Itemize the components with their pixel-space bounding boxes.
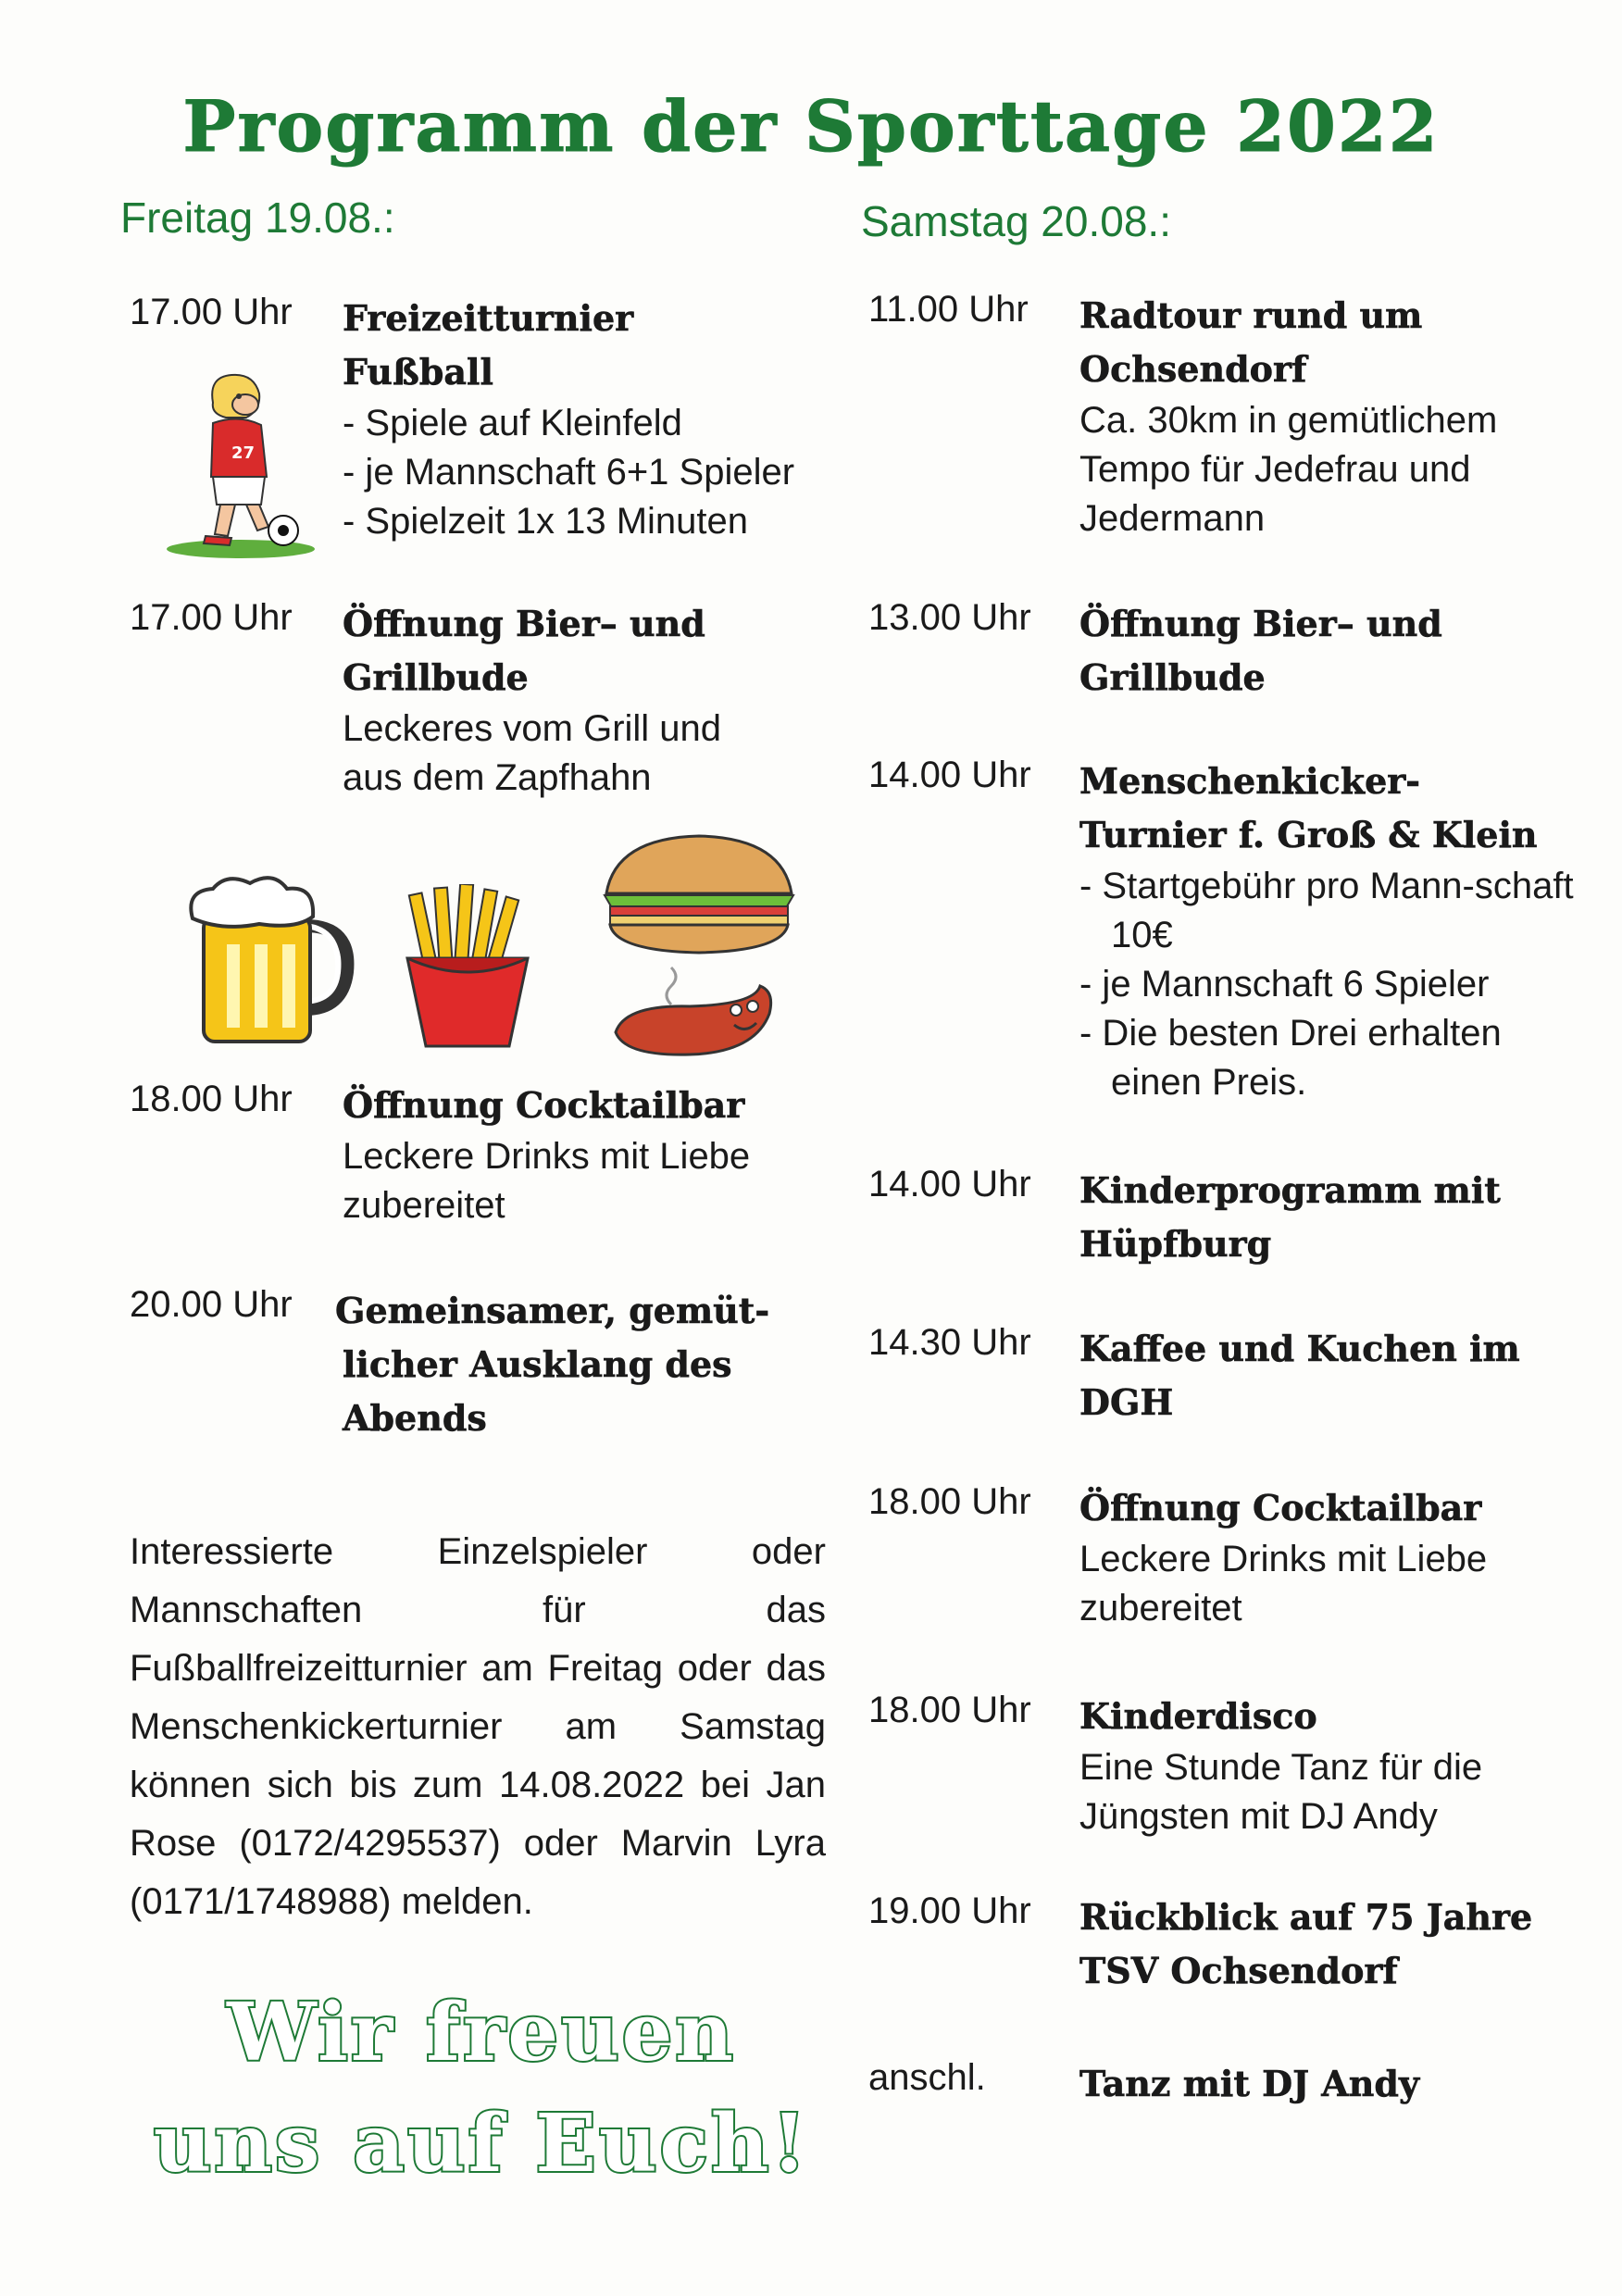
event-title: licher Ausklang des xyxy=(343,1343,732,1385)
event-title: Grillbude xyxy=(343,656,529,698)
event-time: 14.30 Uhr xyxy=(868,1322,1031,1363)
event-detail: - Startgebühr pro Mann-schaft 10€ xyxy=(1079,866,1574,955)
event-title: Ochsendorf xyxy=(1079,348,1307,390)
event-time: anschl. xyxy=(868,2057,986,2098)
event-detail: Ca. 30km in gemütlichem xyxy=(1079,400,1498,441)
event-title: Fußball xyxy=(343,351,493,393)
friday-heading: Freitag 19.08.: xyxy=(120,193,395,242)
outro-line-2: uns auf Euch! xyxy=(153,2097,810,2190)
event-title: Öffnung Cocktailbar xyxy=(1079,1487,1482,1529)
event-title: TSV Ochsendorf xyxy=(1079,1950,1398,1991)
page-title: Programm der Sporttage 2022 xyxy=(182,85,1440,168)
event-title: Grillbude xyxy=(1079,656,1266,698)
event-time: 19.00 Uhr xyxy=(868,1890,1031,1931)
event-title: Radtour rund um xyxy=(1079,294,1423,336)
football-player-illustration xyxy=(157,366,315,560)
event-detail: Leckere Drinks mit Liebe xyxy=(1079,1539,1488,1579)
event-detail: Leckeres vom Grill und xyxy=(343,708,722,749)
event-detail: Eine Stunde Tanz für die xyxy=(1079,1747,1483,1788)
event-time: 18.00 Uhr xyxy=(130,1079,293,1119)
event-detail: zubereitet xyxy=(343,1185,505,1226)
event-title: Freizeitturnier xyxy=(343,297,634,339)
jersey-number: 27 xyxy=(231,443,256,463)
event-time: 17.00 Uhr xyxy=(130,292,293,332)
event-title: Kinderprogramm mit xyxy=(1079,1169,1501,1211)
event-time: 13.00 Uhr xyxy=(868,597,1031,638)
event-detail: aus dem Zapfhahn xyxy=(343,757,652,798)
event-detail: Jüngsten mit DJ Andy xyxy=(1079,1796,1438,1837)
event-time: 20.00 Uhr xyxy=(130,1284,293,1325)
event-title: Tanz mit DJ Andy xyxy=(1079,2063,1420,2104)
event-time: 14.00 Uhr xyxy=(868,1164,1031,1204)
event-title: DGH xyxy=(1079,1381,1174,1423)
saturday-heading: Samstag 20.08.: xyxy=(861,197,1171,245)
event-detail: Leckere Drinks mit Liebe xyxy=(343,1136,751,1177)
event-title: Abends xyxy=(343,1397,487,1439)
event-detail: Jedermann xyxy=(1079,498,1266,539)
event-title: Gemeinsamer, gemüt- xyxy=(335,1290,770,1331)
event-detail: - je Mannschaft 6 Spieler xyxy=(1079,964,1490,1004)
event-title: Kinderdisco xyxy=(1079,1695,1317,1737)
event-detail: - je Mannschaft 6+1 Spieler xyxy=(343,452,795,493)
event-title: Rückblick auf 75 Jahre xyxy=(1079,1896,1533,1938)
event-time: 17.00 Uhr xyxy=(130,597,293,638)
event-detail: Tempo für Jedefrau und xyxy=(1079,449,1471,490)
french-fries-illustration xyxy=(398,884,537,1051)
event-detail: - Die besten Drei erhalten einen Preis. xyxy=(1079,1013,1502,1103)
sandwich-and-sausage-illustration xyxy=(597,829,801,1069)
event-time: 18.00 Uhr xyxy=(868,1690,1031,1730)
event-time: 18.00 Uhr xyxy=(868,1481,1031,1522)
event-title: Öffnung Bier– und xyxy=(1079,603,1442,644)
event-title: Menschenkicker- xyxy=(1079,760,1421,802)
event-title: Öffnung Bier– und xyxy=(343,603,705,644)
event-title: Turnier f. Groß & Klein xyxy=(1079,814,1538,855)
registration-note: Interessierte Einzelspieler oder Mannschaften für das Fußballfreizeitturnier am Freitag oder das Menschenkickerturnier am Samstag können sich bis zum 14.08.2022 bei Jan Rose (0172/4295537) oder Marvin Lyra (0171/1748988) melden. xyxy=(130,1531,826,1922)
event-detail: zubereitet xyxy=(1079,1588,1242,1628)
beer-mug-illustration xyxy=(176,870,361,1055)
event-title: Kaffee und Kuchen im xyxy=(1079,1328,1520,1369)
outro-line-1: Wir freuen xyxy=(227,1986,736,2079)
event-detail: - Spiele auf Kleinfeld xyxy=(343,403,682,443)
event-title: Öffnung Cocktailbar xyxy=(343,1084,745,1126)
event-time: 11.00 Uhr xyxy=(868,289,1029,330)
event-title: Hüpfburg xyxy=(1079,1223,1272,1265)
event-detail: - Spielzeit 1x 13 Minuten xyxy=(343,501,749,542)
event-time: 14.00 Uhr xyxy=(868,755,1031,795)
